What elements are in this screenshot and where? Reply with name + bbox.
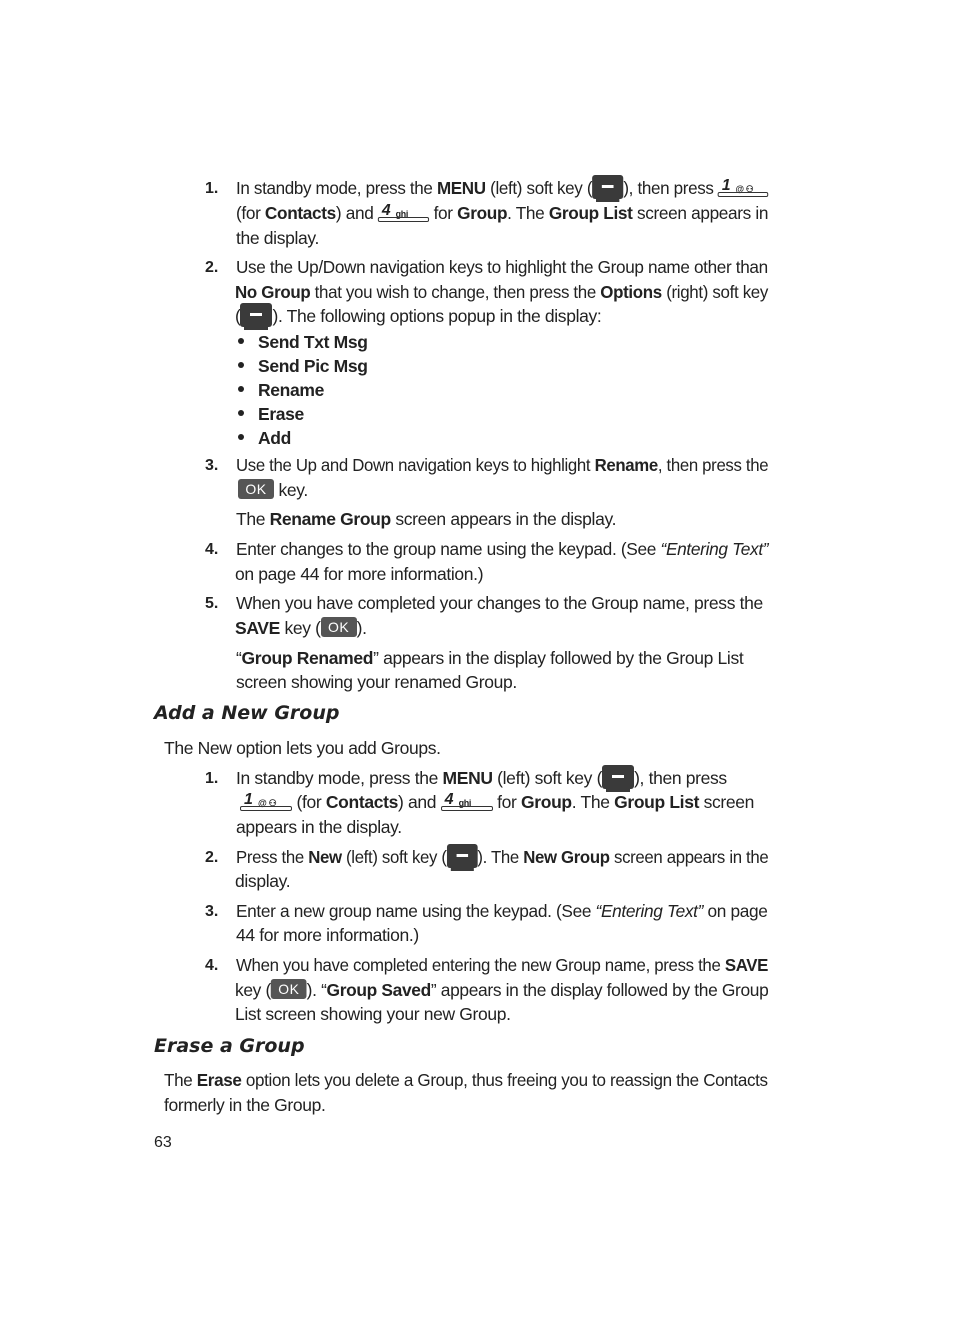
step-text: (for Contacts) and 4 ghi for Group. The Group List screen appears in [236, 202, 769, 223]
step-text: Press the New (left) soft key ( ). The New Group screen appears in the [236, 845, 768, 870]
step-number: 3. [205, 457, 219, 474]
left-soft-key-icon [592, 175, 623, 199]
step-text: When you have completed entering the new Group name, press the SAVE [236, 955, 769, 975]
left-soft-key-icon [602, 765, 634, 789]
step-text: the display. [236, 228, 320, 248]
key-1-icon: 1 @ ⚇ [718, 177, 769, 197]
step-text: Enter changes to the group name using the keypad. (See “Entering Text” [236, 539, 769, 559]
step-number: 3. [205, 903, 219, 920]
step-text: appears in the display. [236, 817, 402, 837]
step-number: 1. [205, 770, 219, 787]
step-number: 4. [205, 541, 219, 558]
ok-key-icon: OK [321, 617, 357, 637]
page-number: 63 [154, 1134, 172, 1151]
step-number: 2. [205, 849, 219, 866]
step-number: 5. [205, 595, 219, 612]
step-text: SAVE key ( OK ). [235, 618, 367, 638]
step-text: “Group Renamed” appears in the display followed by the Group List [236, 648, 744, 668]
bullet-item: Send Txt Msg [238, 332, 368, 353]
bullet-item: Erase [238, 404, 304, 425]
bullet-item: Send Pic Msg [238, 356, 368, 377]
step-text: No Group that you wish to change, then press the Options (right) soft key [235, 282, 769, 302]
step-text: Use the Up/Down navigation keys to highlight the Group name other than [236, 257, 768, 277]
section-heading: Erase a Group [154, 1035, 305, 1057]
step-text: 44 for more information.) [236, 925, 419, 945]
step-text: screen showing your renamed Group. [236, 672, 517, 692]
step-number: 1. [205, 180, 219, 197]
bullet-item: Add [238, 428, 291, 449]
ok-key-icon: OK [271, 979, 307, 999]
step-number: 4. [205, 957, 219, 974]
step-text: Use the Up and Down navigation keys to highlight Rename, then press the [236, 455, 769, 475]
step-number: 2. [205, 259, 219, 276]
section-heading: Add a New Group [154, 702, 340, 724]
step-text: display. [235, 871, 291, 891]
step-text: 1 @ ⚇ (for Contacts) and 4 ghi for Group. The Group List screen [240, 790, 754, 814]
body-text: formerly in the Group. [164, 1095, 326, 1115]
step-text: When you have completed your changes to the Group name, press the [236, 593, 763, 613]
left-soft-key-icon [447, 844, 478, 868]
key-4-icon: 4 ghi [378, 202, 429, 222]
step-text: List screen showing your new Group. [235, 1004, 511, 1024]
body-text: The Erase option lets you delete a Group, thus freeing you to reassign the Contacts [164, 1070, 768, 1090]
bullet-item: Rename [238, 380, 324, 401]
step-text: key ( OK ). “Group Saved” appears in the display followed by the Group [235, 980, 769, 1000]
step-text: The Rename Group screen appears in the display. [236, 509, 617, 529]
ok-key-icon: OK [238, 479, 274, 499]
step-text: Enter a new group name using the keypad. (See “Entering Text” on page [236, 901, 768, 921]
step-text: on page 44 for more information.) [235, 564, 484, 584]
intro-text: The New option lets you add Groups. [164, 738, 441, 758]
key-4-icon: 4 ghi [441, 791, 493, 811]
right-soft-key-icon [240, 303, 272, 327]
step-text: In standby mode, press the MENU (left) soft key ( ), then press 1 @ ⚇ [236, 176, 769, 201]
step-text: OK key. [238, 478, 308, 502]
key-1-icon: 1 @ ⚇ [240, 791, 292, 811]
step-text: In standby mode, press the MENU (left) soft key ( ), then press [236, 766, 727, 791]
step-text: ( ). The following options popup in the display: [235, 304, 601, 329]
